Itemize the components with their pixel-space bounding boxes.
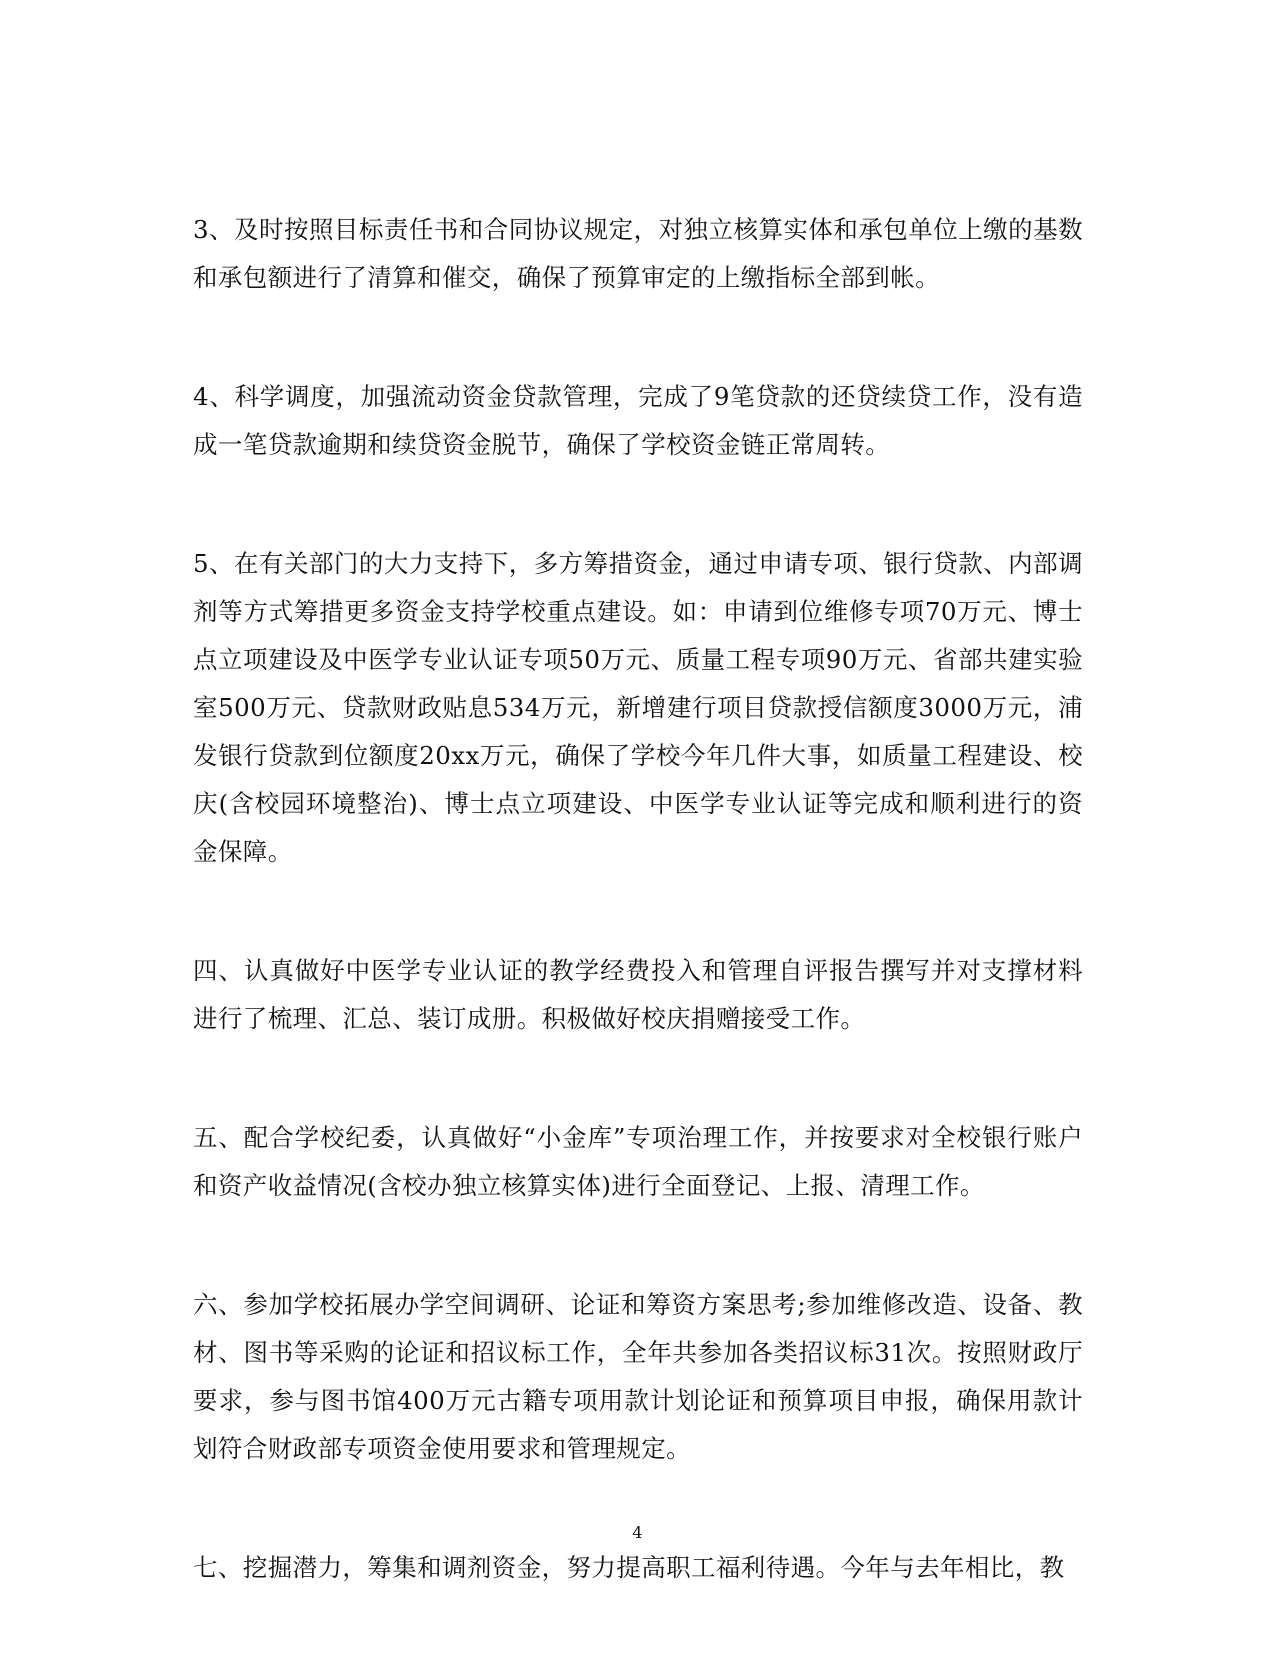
paragraph-item-3: 3、及时按照目标责任书和合同协议规定，对独立核算实体和承包单位上缴的基数和承包额进行了清算和催交，确保了预算审定的上缴指标全部到帐。 bbox=[193, 215, 1083, 292]
paragraph-item-4: 4、科学调度，加强流动资金贷款管理，完成了9笔贷款的还贷续贷工作，没有造成一笔贷款逾期和续贷资金脱节，确保了学校资金链正常周转。 bbox=[193, 382, 1083, 459]
paragraph-section-6: 六、参加学校拓展办学空间调研、论证和筹资方案思考;参加维修改造、设备、教材、图书等采购的论证和招议标工作，全年共参加各类招议标31次。按照财政厅要求，参与图书馆400万元古籍专项用款计划论证和预算项目申报，确保用款计划符合财政部专项资金使用要求和管理规定。 bbox=[193, 1290, 1083, 1463]
paragraph-section-7: 七、挖掘潜力，筹集和调剂资金，努力提高职工福利待遇。今年与去年相比，教 bbox=[193, 1553, 1065, 1582]
paragraph-section-5: 五、配合学校纪委，认真做好“小金库”专项治理工作，并按要求对全校银行账户和资产收益情况(含校办独立核算实体)进行全面登记、上报、清理工作。 bbox=[193, 1123, 1083, 1200]
paragraph-section-4: 四、认真做好中医学专业认证的教学经费投入和管理自评报告撰写并对支撑材料进行了梳理、汇总、装订成册。积极做好校庆捐赠接受工作。 bbox=[193, 956, 1083, 1033]
document-body bbox=[193, 206, 1083, 1663]
paragraph-item-5: 5、在有关部门的大力支持下，多方筹措资金，通过申请专项、银行贷款、内部调剂等方式筹措更多资金支持学校重点建设。如：申请到位维修专项70万元、博士点立项建设及中医学专业认证专项50万元、质量工程专项90万元、省部共建实验室500万元、贷款财政贴息534万元，新增建行项目贷款授信额度3000万元，浦发银行贷款到位额度20xx万元，确保了学校今年几件大事，如质量工程建设、校庆(含校园环境整治)、博士点立项建设、中医学专业认证等完成和顺利进行的资金保障。 bbox=[193, 549, 1083, 866]
page-number: 4 bbox=[632, 1523, 643, 1542]
